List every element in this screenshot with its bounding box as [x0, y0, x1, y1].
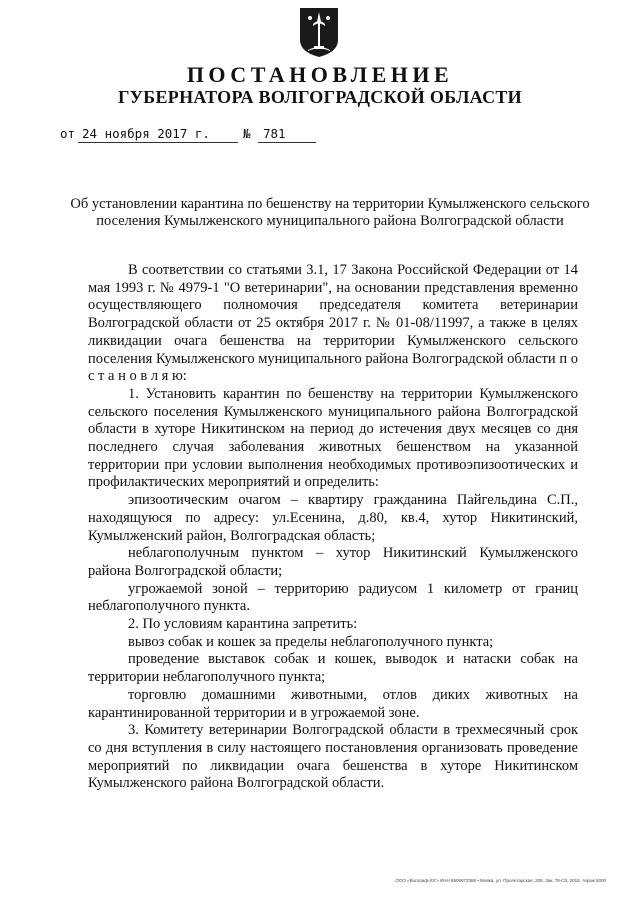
paragraph: вывоз собак и кошек за пределы неблагополучного пункта;: [128, 633, 494, 650]
issuing-authority: ГУБЕРНАТОРА ВОЛГОГРАДСКОЙ ОБЛАСТИ: [118, 87, 522, 107]
document-body: [88, 262, 578, 793]
document-meta: [60, 126, 360, 146]
document-number: 781: [263, 126, 286, 141]
coat-of-arms-icon: [298, 6, 340, 58]
paragraph: угрожаемой зоной – территорию радиусом 1 километр от границ неблагополучного пункта.: [88, 580, 578, 615]
paragraph: 1. Установить карантин по бешенству на территории Кумылженского сельского поселения Кумылженского муниципального района Волгоградской области в хуторе Никитинском на период до истечения двух месяцев со дня последнего случая заболевания животных бешенством на указанной территории при условии выполнения необходимых противоэпизоотических и профилактических мероприятий и определить:: [88, 385, 578, 491]
paragraph: торговлю домашними животными, отлов диких животных на карантинированной территории и в угрожаемой зоне.: [88, 686, 578, 721]
document-subject: Об установлении карантина по бешенству на территории Кумылженского сельского поселения Кумылженского муниципального района Волгоградской области: [70, 196, 590, 229]
document-date: 24 ноября 2017 г.: [82, 126, 210, 141]
paragraph: В соответствии со статьями 3.1, 17 Закона Российской Федерации от 14 мая 1993 г. № 4979-1 "О ветеринарии", на основании представления временно осуществляющего полномочия председателя комитета ветеринарии Волгоградской области от 25 октября 2017 г. № 01-08/11997, а также в целях ликвидации очага бешенства на территории Кумылженского сельского поселения Кумылженского муниципального района Волгоградской области п о с т а н о в л я ю:: [88, 262, 578, 385]
date-prefix: от: [60, 126, 76, 141]
date-underline: [78, 142, 238, 143]
paragraph: 3. Комитету ветеринарии Волгоградской области в трехмесячный срок со дня вступления в силу настоящего постановления организовать проведение мероприятий по ликвидации очага бешенства в хуторе Никитинском Кумылженского района Волгоградской области.: [88, 722, 578, 792]
paragraph: 2. По условиям карантина запретить:: [128, 616, 358, 633]
paragraph: проведение выставок собак и кошек, выводок и натаски собак на территории неблагополучного пункта;: [88, 651, 578, 686]
paragraph: неблагополучным пунктом – хутор Никитинский Кумылженского района Волгоградской области;: [88, 545, 578, 579]
print-house-note: ООО «Волграф-ЮГ» ИНН 8606972368 • Мойка, ул. Пролетарская, 208. Зак. 78-Сб, 2015, тираж 5000: [395, 878, 606, 883]
document-type-title: ПОСТАНОВЛЕНИЕ: [186, 62, 454, 87]
paragraph: эпизоотическим очагом – квартиру гражданина Пайгельдина С.П., находящуюся по адресу: ул.Есенина, д.80, кв.4, хутор Никитинский, Кумылженский район, Волгоградская область;: [88, 492, 578, 544]
number-prefix: №: [243, 126, 251, 141]
number-underline: [258, 142, 316, 143]
